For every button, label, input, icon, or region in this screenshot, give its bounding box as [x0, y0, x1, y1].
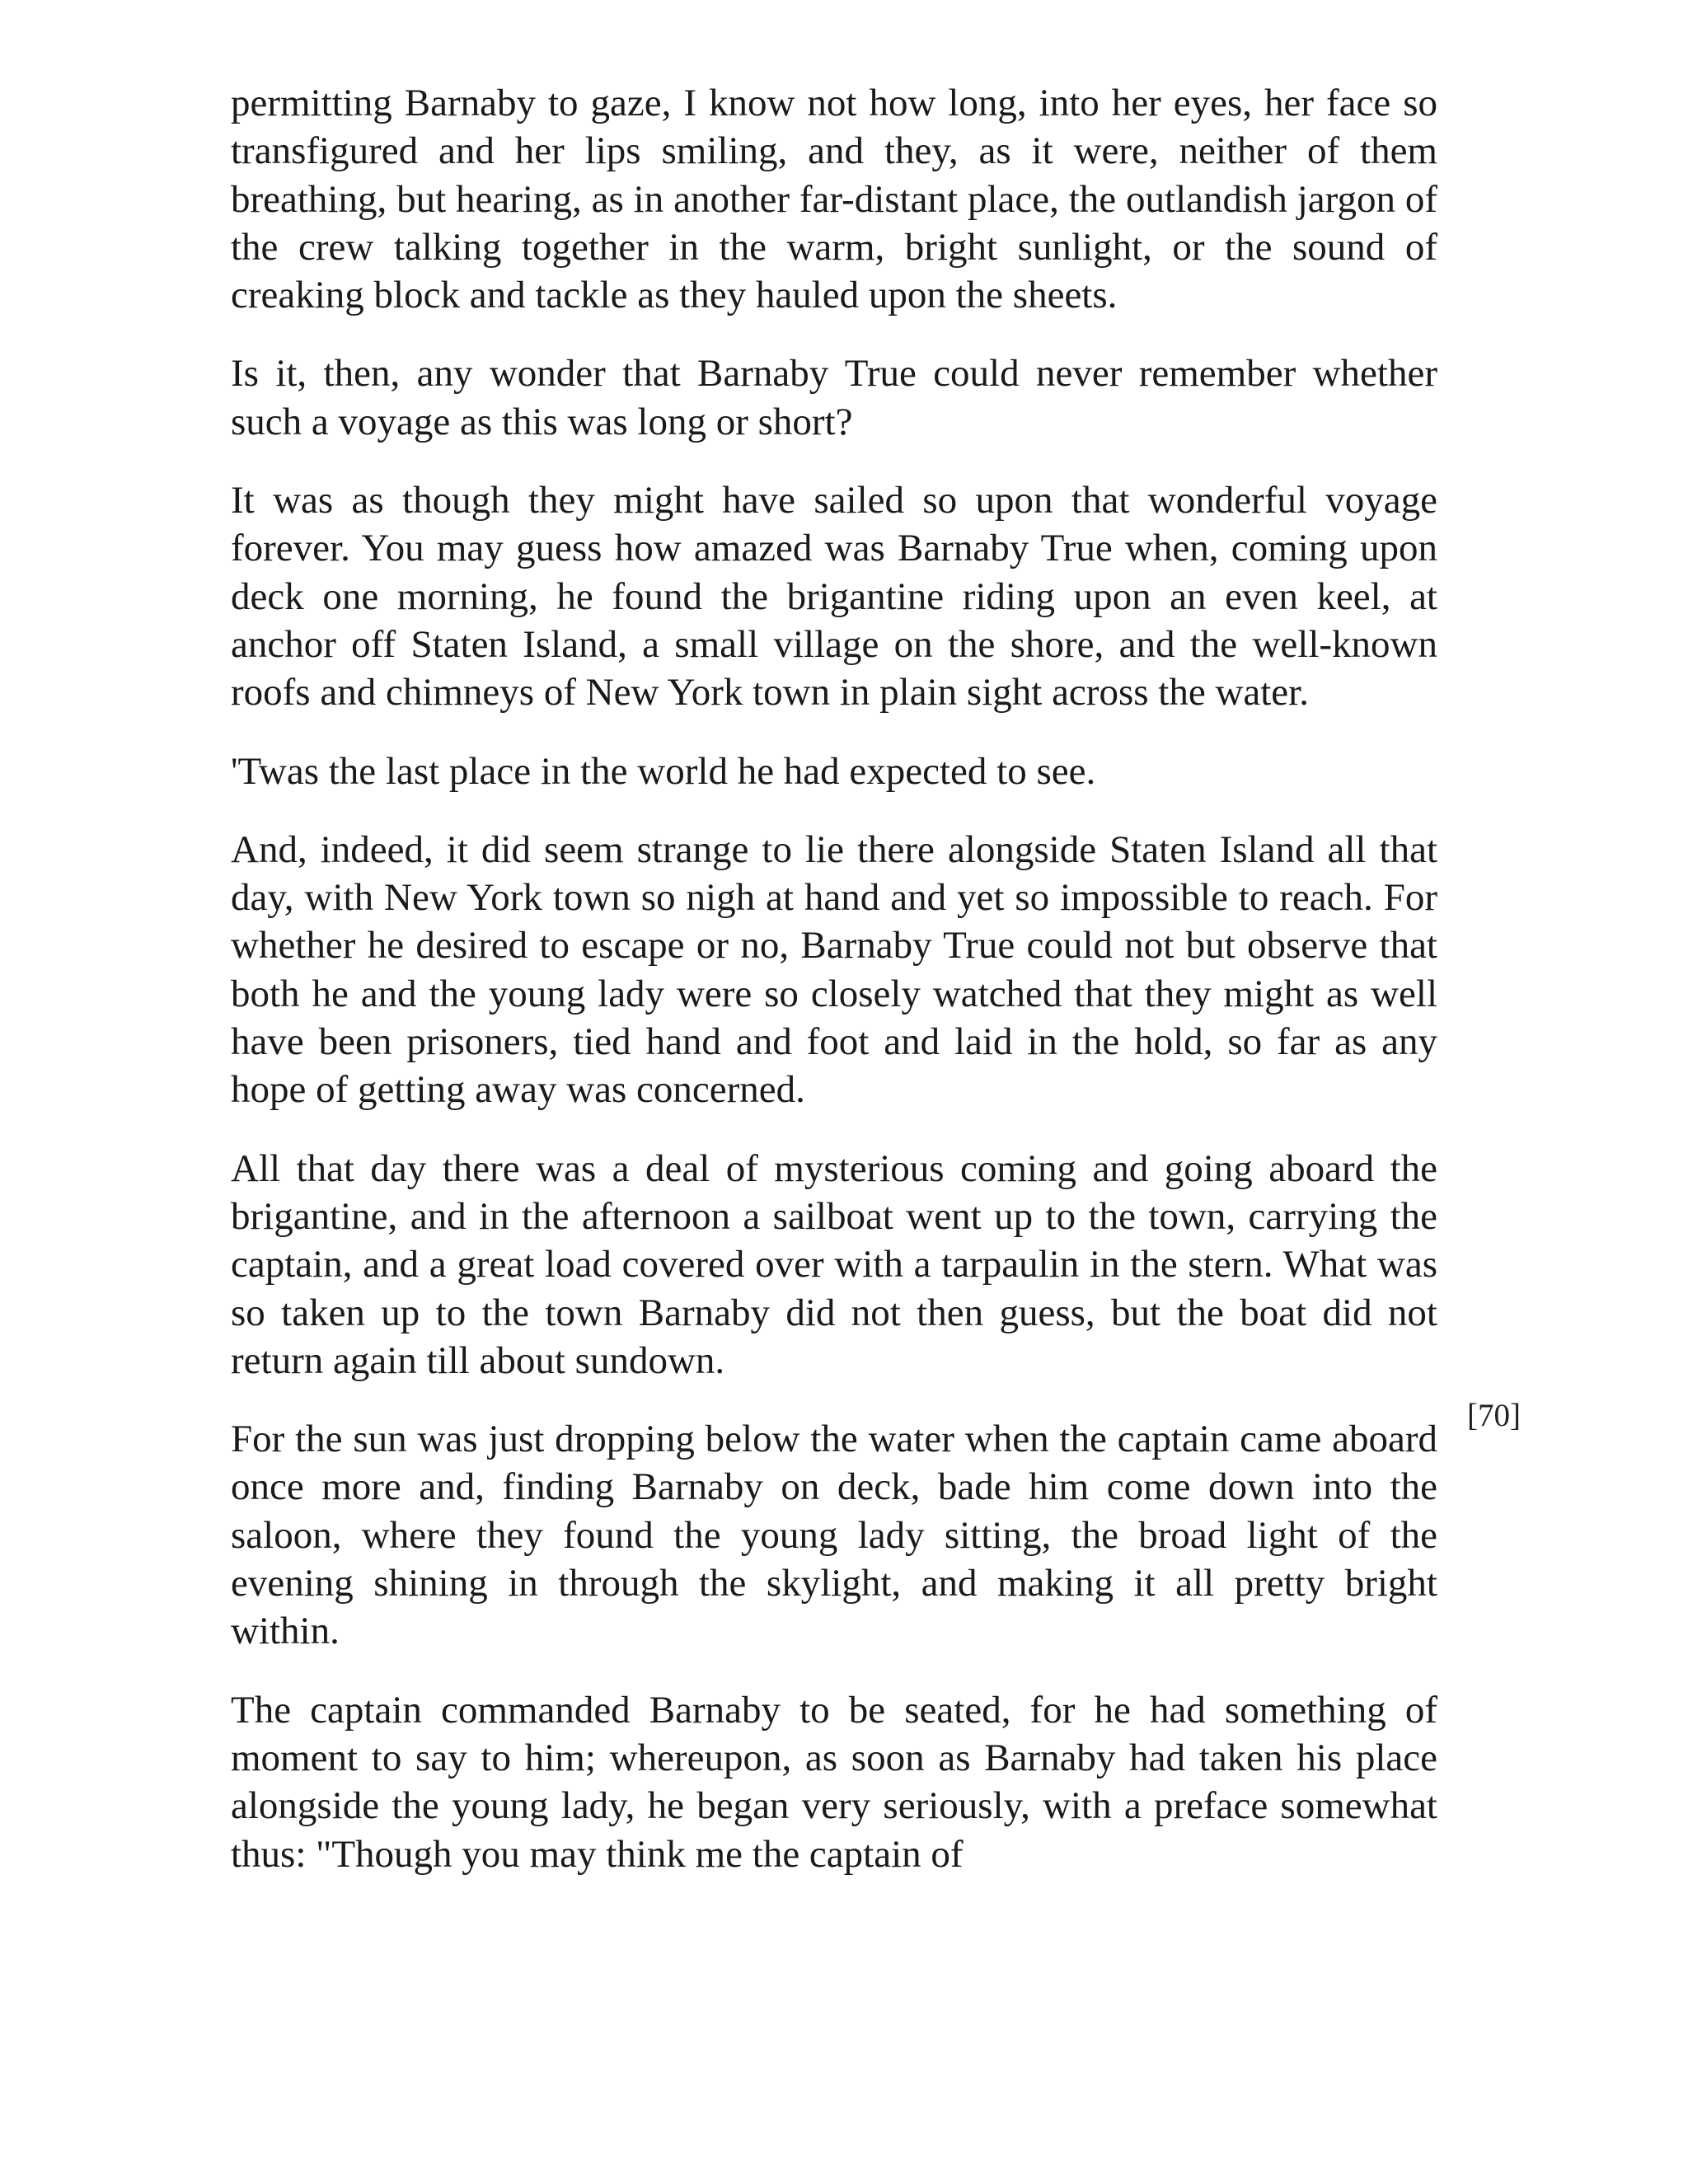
- paragraph-6: All that day there was a deal of mysterious coming and going aboard the brigantine, and in the afternoon a sailboat went up to the town, carrying the captain, and a great load covered over with a tarpaulin in the stern. What was so taken up to the town Barnaby did not then guess, but the boat did not return again till about sundown.: [231, 1146, 1437, 1382]
- text-column: [231, 79, 1437, 1909]
- paragraph-1: permitting Barnaby to gaze, I know not how long, into her eyes, her face so transfigured and her lips smiling, and they, as it were, neither of them breathing, but hearing, as in another far-distant place, the outlandish jargon of the crew talking together in the warm, bright sunlight, or the sound of creaking block and tackle as they hauled upon the sheets.: [231, 82, 1437, 317]
- paragraph-7: For the sun was just dropping below the water when the captain came aboard once more and, finding Barnaby on deck, bade him come down into the saloon, where they found the young lady sitting, the broad light of the evening shining in through the skylight, and making it all pretty bright within.: [231, 1418, 1437, 1653]
- paragraph-2: Is it, then, any wonder that Barnaby True could never remember whether such a voyage as this was long or short?: [231, 352, 1437, 443]
- paragraph-8: The captain commanded Barnaby to be seated, for he had something of moment to say to him; whereupon, as soon as Barnaby had taken his place alongside the young lady, he began very seriously, with a preface somewhat thus: "Though you may think me the captain of: [231, 1688, 1437, 1876]
- paragraph-4: 'Twas the last place in the world he had expected to see.: [231, 749, 1096, 793]
- page-number: [70]: [1467, 1398, 1521, 1433]
- paragraph-3: It was as though they might have sailed so upon that wonderful voyage forever. You may guess how amazed was Barnaby True when, coming upon deck one morning, he found the brigantine riding upon an even keel, at anchor off Staten Island, a small village on the shore, and the well-known roofs and chimneys of New York town in plain sight across the water.: [231, 479, 1437, 715]
- paragraph-5: And, indeed, it did seem strange to lie there alongside Staten Island all that day, with New York town so nigh at hand and yet so impossible to reach. For whether he desired to escape or no, Barnaby True could not but observe that both he and the young lady were so closely watched that they might as well have been prisoners, tied hand and foot and laid in the hold, so far as any hope of getting away was concerned.: [231, 827, 1437, 1112]
